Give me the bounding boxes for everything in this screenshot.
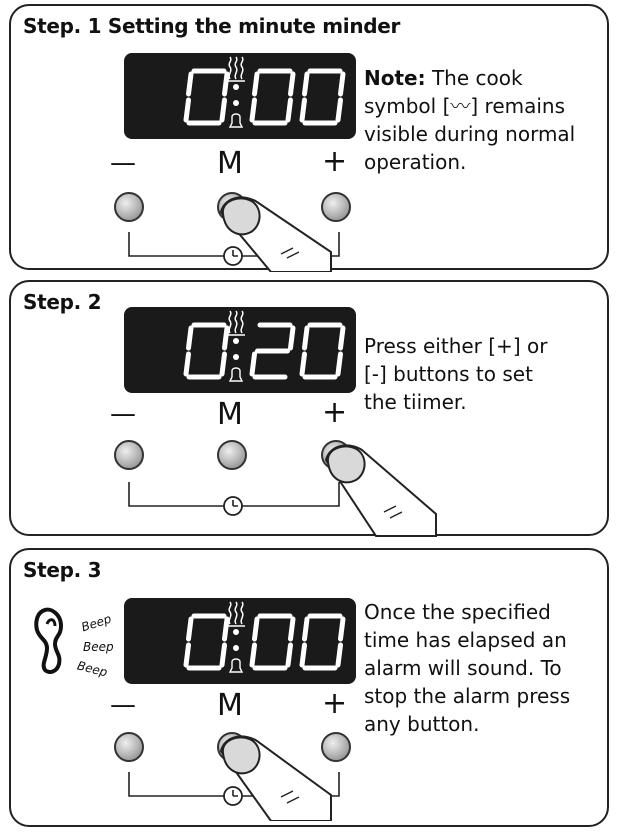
beep-text: Beep <box>75 658 109 680</box>
step-3-title: Step. 3 <box>23 558 102 582</box>
finger-icon <box>211 192 341 272</box>
finger-icon <box>316 438 446 538</box>
plus-label: + <box>322 686 348 721</box>
plus-label: + <box>322 144 348 179</box>
clock-icon <box>224 497 242 515</box>
beep-text: Beep <box>83 640 114 654</box>
minus-label: — <box>110 690 136 720</box>
step-1-note <box>364 64 599 176</box>
step-3-text: Once the specified time has elapsed an alarm will sound. To stop the alarm press any button. <box>364 600 571 736</box>
step-1-panel <box>9 4 609 270</box>
step-3-panel <box>9 548 609 827</box>
plus-label: + <box>322 395 348 430</box>
m-label: M <box>217 146 243 181</box>
finger-icon <box>211 731 341 821</box>
step-1-title: Step. 1 Setting the minute minder <box>23 14 401 38</box>
m-label: M <box>217 688 243 723</box>
note-label: Note: <box>364 66 426 90</box>
step-2-panel <box>9 280 609 536</box>
m-label: M <box>217 397 243 432</box>
step-2-title: Step. 2 <box>23 290 102 314</box>
beep-text: Beep <box>79 611 114 635</box>
note-text: The cook symbol [〰] remains visible during normal operation. <box>364 66 576 174</box>
minus-label: — <box>110 148 136 178</box>
minus-label: — <box>110 399 136 429</box>
step-2-text: Press either [+] or [-] buttons to set the tiimer. <box>364 334 548 414</box>
